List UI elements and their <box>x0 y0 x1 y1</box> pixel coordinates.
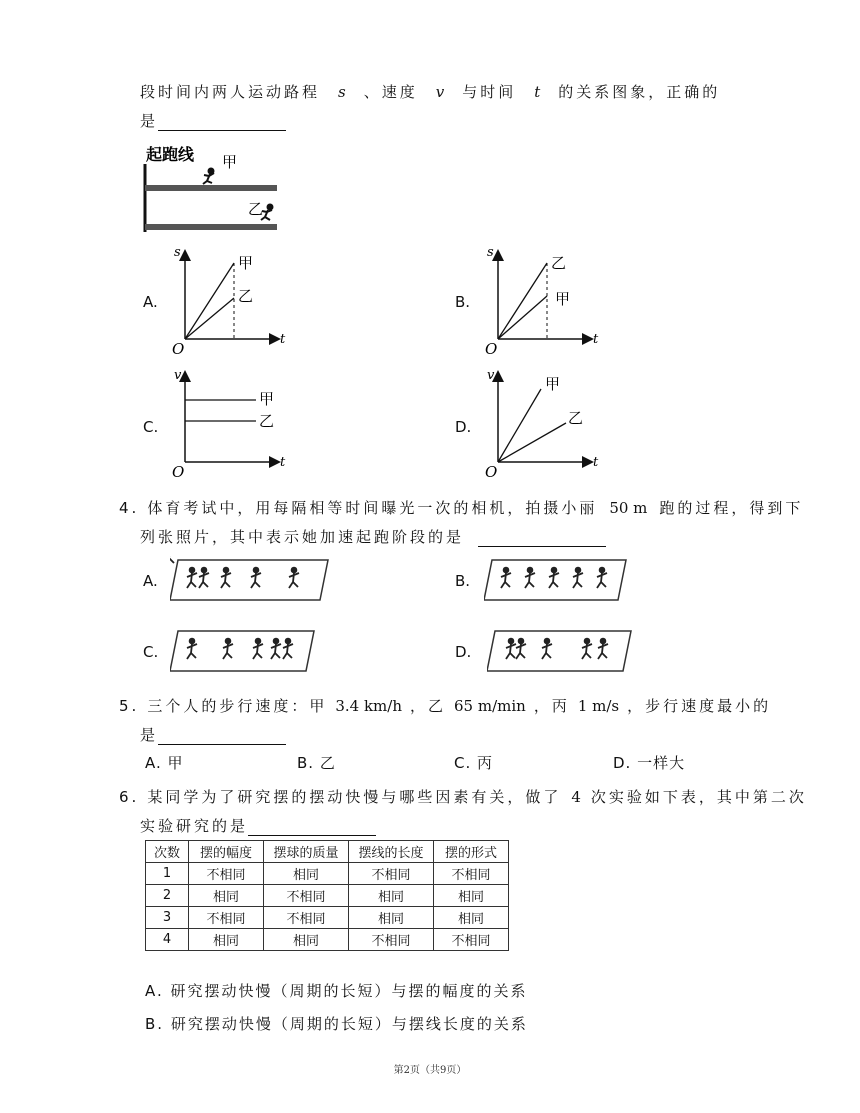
runner-icon <box>501 568 511 588</box>
q5-speed-c: 1 m/s <box>577 697 620 715</box>
table-row <box>146 885 509 907</box>
x-axis-label: t <box>593 455 599 470</box>
x-axis-label: t <box>593 332 599 347</box>
table-header-row <box>146 841 509 863</box>
runner-icon <box>598 639 608 659</box>
table-cell: 4 <box>146 929 189 951</box>
answer-blank[interactable] <box>248 819 376 836</box>
runner-icon <box>506 639 516 659</box>
q4-number: 4. <box>119 499 140 517</box>
q5-text-c: ，丙 <box>533 697 570 715</box>
q3-option-c-label[interactable]: C. <box>143 418 159 436</box>
q4-text-line1 <box>119 497 803 518</box>
answer-blank[interactable] <box>158 728 286 745</box>
curve-label-bottom: 乙 <box>259 412 275 430</box>
start-line-label: 起跑线 <box>146 145 195 164</box>
table-cell: 不相同 <box>434 929 509 951</box>
track-figure <box>140 140 280 238</box>
q6-number: 6. <box>119 788 140 806</box>
photo-strip-a <box>170 556 330 604</box>
q5-text-line1 <box>119 695 771 716</box>
table-cell: 相同 <box>434 907 509 929</box>
x-axis-label: t <box>280 455 286 470</box>
runner-icon <box>187 639 197 659</box>
q3-option-d-label[interactable]: D. <box>455 418 472 436</box>
photo-strip-c <box>170 627 316 675</box>
q5-text-b: ，乙 <box>409 697 446 715</box>
table-cell: 相同 <box>264 929 349 951</box>
curve-label-bottom: 甲 <box>555 290 571 308</box>
q5-option-a[interactable]: A. 甲 <box>145 754 184 772</box>
q3-option-b-label[interactable]: B. <box>455 293 471 311</box>
q3-text-b: 、速度 <box>363 83 418 101</box>
q5-speed-a: 3.4 km/h <box>335 697 402 715</box>
q4-option-d-label[interactable]: D. <box>455 643 472 661</box>
table-cell: 相同 <box>189 885 264 907</box>
table-cell: 不相同 <box>349 929 434 951</box>
q5-option-b[interactable]: B. 乙 <box>297 754 336 772</box>
y-axis-label: s <box>174 245 181 260</box>
graph-option-b <box>481 240 606 358</box>
runner-label-b: 乙 <box>248 200 264 218</box>
y-axis-label: v <box>174 368 182 383</box>
q4-text-a: 体育考试中，用每隔相等时间曝光一次的相机，拍摄小丽 <box>147 499 598 517</box>
table-cell: 不相同 <box>434 863 509 885</box>
table-cell: 不相同 <box>264 907 349 929</box>
curve-label-bottom: 乙 <box>238 287 254 305</box>
table-cell: 不相同 <box>264 885 349 907</box>
curve-label-top: 甲 <box>545 375 561 393</box>
runner-icon <box>549 568 559 588</box>
table-cell: 3 <box>146 907 189 929</box>
table-header-cell: 次数 <box>146 841 189 863</box>
q4-option-b-label[interactable]: B. <box>455 572 471 590</box>
runner-icon <box>525 568 535 588</box>
q3-option-a-label[interactable]: A. <box>143 293 158 311</box>
line-bottom <box>498 296 547 339</box>
runner-icon-a <box>203 169 214 185</box>
q6-option-b[interactable]: B. 研究摆动快慢（周期的长短）与摆线长度的关系 <box>145 1015 528 1033</box>
table-header-cell: 摆的幅度 <box>189 841 264 863</box>
answer-blank[interactable] <box>478 530 606 547</box>
q4-option-c-label[interactable]: C. <box>143 643 159 661</box>
var-v: v <box>435 83 445 101</box>
q5-text-d: ，步行速度最小的 <box>627 697 772 715</box>
y-axis-label: v <box>487 368 495 383</box>
q3-text-line2-label: 是 <box>140 112 159 130</box>
line-top <box>498 263 547 339</box>
table-cell: 相同 <box>434 885 509 907</box>
table-cell: 1 <box>146 863 189 885</box>
q5-option-c[interactable]: C. 丙 <box>454 754 494 772</box>
runner-icon <box>253 639 263 659</box>
curve-label-top: 乙 <box>551 254 567 272</box>
lane-line-top <box>145 185 277 191</box>
table-cell: 不相同 <box>189 863 264 885</box>
q5-text-line2-label: 是 <box>140 726 159 744</box>
runner-icon <box>221 568 231 588</box>
line-top <box>185 263 234 339</box>
curve-label-top: 甲 <box>238 254 254 272</box>
table-header-cell: 摆球的质量 <box>264 841 349 863</box>
curve-label-bottom: 乙 <box>568 409 584 427</box>
table-cell: 相同 <box>189 929 264 951</box>
runner-icon <box>187 568 197 588</box>
runner-icon <box>573 568 583 588</box>
q6-text-line2 <box>140 815 376 836</box>
photo-strip-d <box>487 627 633 675</box>
runner-icon <box>223 639 233 659</box>
lane-line-bottom <box>145 224 277 230</box>
runner-icon <box>597 568 607 588</box>
runner-icon <box>542 639 552 659</box>
origin-label: O <box>172 340 185 358</box>
table-cell: 2 <box>146 885 189 907</box>
q3-text-line1 <box>140 81 720 102</box>
table-cell: 相同 <box>264 863 349 885</box>
page-footer: 第2页（共9页） <box>393 1065 467 1076</box>
table-row <box>146 929 509 951</box>
q5-text-line2 <box>140 724 286 745</box>
x-axis-label: t <box>280 332 286 347</box>
runner-label-a: 甲 <box>222 153 238 171</box>
graph-option-a <box>168 240 293 358</box>
origin-label: O <box>485 340 498 358</box>
q5-speed-b: 65 m/min <box>454 697 526 715</box>
q4-text-b: 跑的过程，得到下 <box>659 499 804 517</box>
q6-text-line2-label: 实验研究的是 <box>140 817 249 835</box>
q6-text-b: 次实验如下表，其中第二次 <box>590 788 807 806</box>
q4-text-line2-label: 列张照片，其中表示她加速起跑阶段的是 <box>140 528 465 546</box>
table-cell: 相同 <box>349 885 434 907</box>
q3-text-a: 段时间内两人运动路程 <box>140 83 321 101</box>
photo-strip-b <box>484 556 628 604</box>
runner-icon <box>289 568 299 588</box>
line-top <box>498 389 541 462</box>
q5-option-d[interactable]: D. 一样大 <box>613 754 686 772</box>
table-header-cell: 摆线的长度 <box>349 841 434 863</box>
q3-text-line2 <box>140 110 286 131</box>
q4-option-a-label[interactable]: A. <box>143 572 158 590</box>
q3-text-c: 与时间 <box>462 83 517 101</box>
table-cell: 不相同 <box>189 907 264 929</box>
table-row <box>146 907 509 929</box>
line-bottom <box>185 298 234 339</box>
q6-count: 4 <box>571 788 581 806</box>
table-cell: 相同 <box>349 907 434 929</box>
graph-option-d <box>481 365 606 480</box>
q6-text-line1 <box>119 786 807 807</box>
var-t: t <box>534 83 541 101</box>
origin-label: O <box>485 463 498 480</box>
runner-icon <box>582 639 592 659</box>
runner-icon <box>251 568 261 588</box>
var-s: s <box>338 83 346 101</box>
experiment-table <box>145 840 509 951</box>
runner-icon <box>283 639 293 659</box>
q6-option-a[interactable]: A. 研究摆动快慢（周期的长短）与摆的幅度的关系 <box>145 982 528 1000</box>
table-cell: 不相同 <box>349 863 434 885</box>
q4-distance: 50 m <box>609 499 648 517</box>
line-bottom <box>498 423 566 462</box>
q4-text-line2 <box>140 526 606 547</box>
q3-text-d: 的关系图象，正确的 <box>558 83 721 101</box>
runner-icon <box>271 639 281 659</box>
q5-number: 5. <box>119 697 140 715</box>
answer-blank[interactable] <box>158 114 286 131</box>
curve-label-top: 甲 <box>259 390 275 408</box>
runner-icon <box>516 639 526 659</box>
q6-text-a: 某同学为了研究摆的摆动快慢与哪些因素有关，做了 <box>147 788 562 806</box>
graph-option-c <box>168 365 293 480</box>
q5-text-a: 三个人的步行速度：甲 <box>147 697 328 715</box>
runner-icon <box>199 568 209 588</box>
table-header-cell: 摆的形式 <box>434 841 509 863</box>
origin-label: O <box>172 463 185 480</box>
table-row <box>146 863 509 885</box>
y-axis-label: s <box>487 245 494 260</box>
